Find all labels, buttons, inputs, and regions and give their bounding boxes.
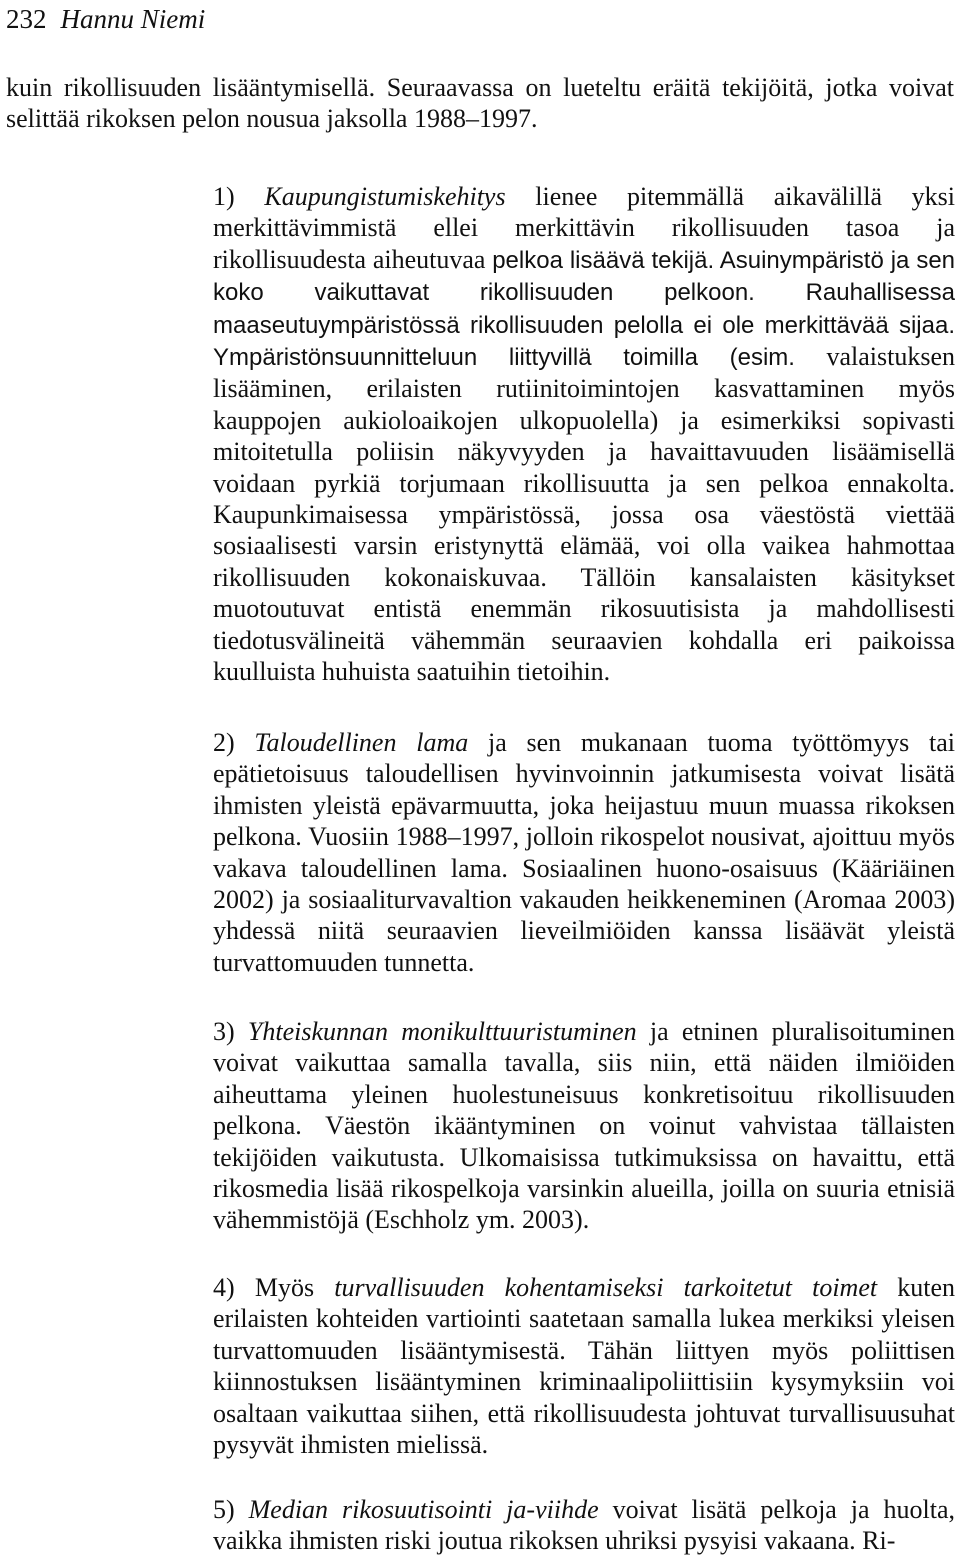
item-text-continued: valaistuksen lisääminen, erilaisten rutiinitoimintojen kasvattaminen myös kauppojen aukioloaikojen ulkopuolella) ja esimerkiksi sopivasti mitoitetulla poliisin näkyvyyden ja havaittavuuden lisäämisellä voidaan pyrkiä torjumaan rikollisuutta ja sen pelkoa ennakolta. Kaupunkimaisessa ympäristössä, jossa osa väestöstä viettää sosiaalisesti varsin eristynyttä elämää, voi olla vaikea hahmottaa rikollisuuden kokonaiskuvaa. Tällöin kansalaisten käsitykset muotoutuvat entistä enemmän rikosuutisista ja mahdollisesti tiedotusvälineitä vähemmän seuraavien kohdalla eri paikoissa kuulluista huhuista saatuihin tietoihin. <box>213 342 956 687</box>
item-lead: 4) Myös <box>213 1273 315 1302</box>
item-text-sans: pelkoa lisäävä tekijä. Asuinympäristö ja sen koko vaikuttavat rikollisuuden pelkoon. Rauhallisessa maaseutuympäristössä rikollisuuden pelolla ei ole merkittävää sijaa. Ympäristönsuunnitteluun liittyvillä toimilla (esim. <box>213 246 956 372</box>
page-number: 232 <box>6 4 47 34</box>
item-term-suffix: -viihde <box>526 1495 599 1524</box>
list-item-4 <box>213 1272 955 1460</box>
item-term: Kaupungistumiskehitys <box>264 182 506 211</box>
running-head-author: Hannu Niemi <box>60 4 206 34</box>
item-term: Taloudellinen lama <box>254 728 469 757</box>
item-text: kuten erilaisten kohteiden vartiointi saatetaan samalla lukea merkiksi yleisen turvattomuuden lisääntymisestä. Tähän liittyen myös poliittisen kiinnostuksen lisääntyminen kriminaalipoliittisiin kysymyksiin voi osaltaan vaikuttaa siihen, että rikollisuudesta johtuvat turvallisuusuhat pysyvät ihmisten mielissä. <box>213 1273 956 1460</box>
item-number: 3) <box>213 1017 235 1046</box>
item-text: lienee pitemmällä aikavälillä yksi merkittävimmistä ellei merkittävin rikollisuuden tasoa ja rikollisuudesta aiheutuvaa <box>213 182 956 274</box>
item-text: voivat lisätä pelkoja ja huolta, vaikka ihmisten riski joutua rikoksen uhriksi pysyisi vakaana. Ri- <box>213 1495 956 1556</box>
item-term: turvallisuuden kohentamiseksi tarkoitetut toimet <box>334 1273 878 1302</box>
item-number: 1) <box>213 182 235 211</box>
running-head <box>6 2 205 36</box>
item-term: Median rikosuutisointi ja <box>248 1495 527 1524</box>
item-number: 2) <box>213 728 235 757</box>
list-item-5 <box>213 1494 955 1557</box>
item-number: 5) <box>213 1495 235 1524</box>
list-item-3 <box>213 1016 955 1236</box>
list-item-2 <box>213 727 955 978</box>
item-term: Yhteiskunnan monikulttuuristuminen <box>247 1017 637 1046</box>
item-text: ja etninen pluralisoituminen voivat vaikuttaa samalla tavalla, siis niin, että näiden ilmiöiden aiheuttama yleinen huolestuneisuus konkretisoituu rikollisuuden pelkona. Väestön ikääntyminen on voinut vahvistaa tällaisten tekijöiden vaikutusta. Ulkomaisissa tutkimuksissa on havaittu, että rikosmedia lisää rikospelkoja varsinkin alueilla, joilla on suuria etnisiä vähemmistöjä (Eschholz ym. 2003). <box>213 1017 956 1235</box>
intro-text: kuin rikollisuuden lisääntymisellä. Seuraavassa on lueteltu eräitä tekijöitä, jotka voivat selittää rikoksen pelon nousua jaksolla 1988–1997. <box>6 73 954 134</box>
intro-paragraph <box>6 72 954 135</box>
item-text: ja sen mukanaan tuoma työttömyys tai epätietoisuus taloudellisen hyvinvoinnin jatkumisesta voivat lisätä ihmisten yleistä epävarmuutta, joka heijastuu muun muassa rikoksen pelkona. Vuosiin 1988–1997, jolloin rikospelot nousivat, ajoittuu myös vakava taloudellinen lama. Sosiaalinen huono-osaisuus (Kääriäinen 2002) ja sosiaaliturvavaltion vakauden heikkeneminen (Aromaa 2003) yhdessä niitä seuraavien lieveilmiöiden kanssa lisäävät yleistä turvattomuuden tunnetta. <box>213 728 955 977</box>
list-item-1 <box>213 181 955 688</box>
